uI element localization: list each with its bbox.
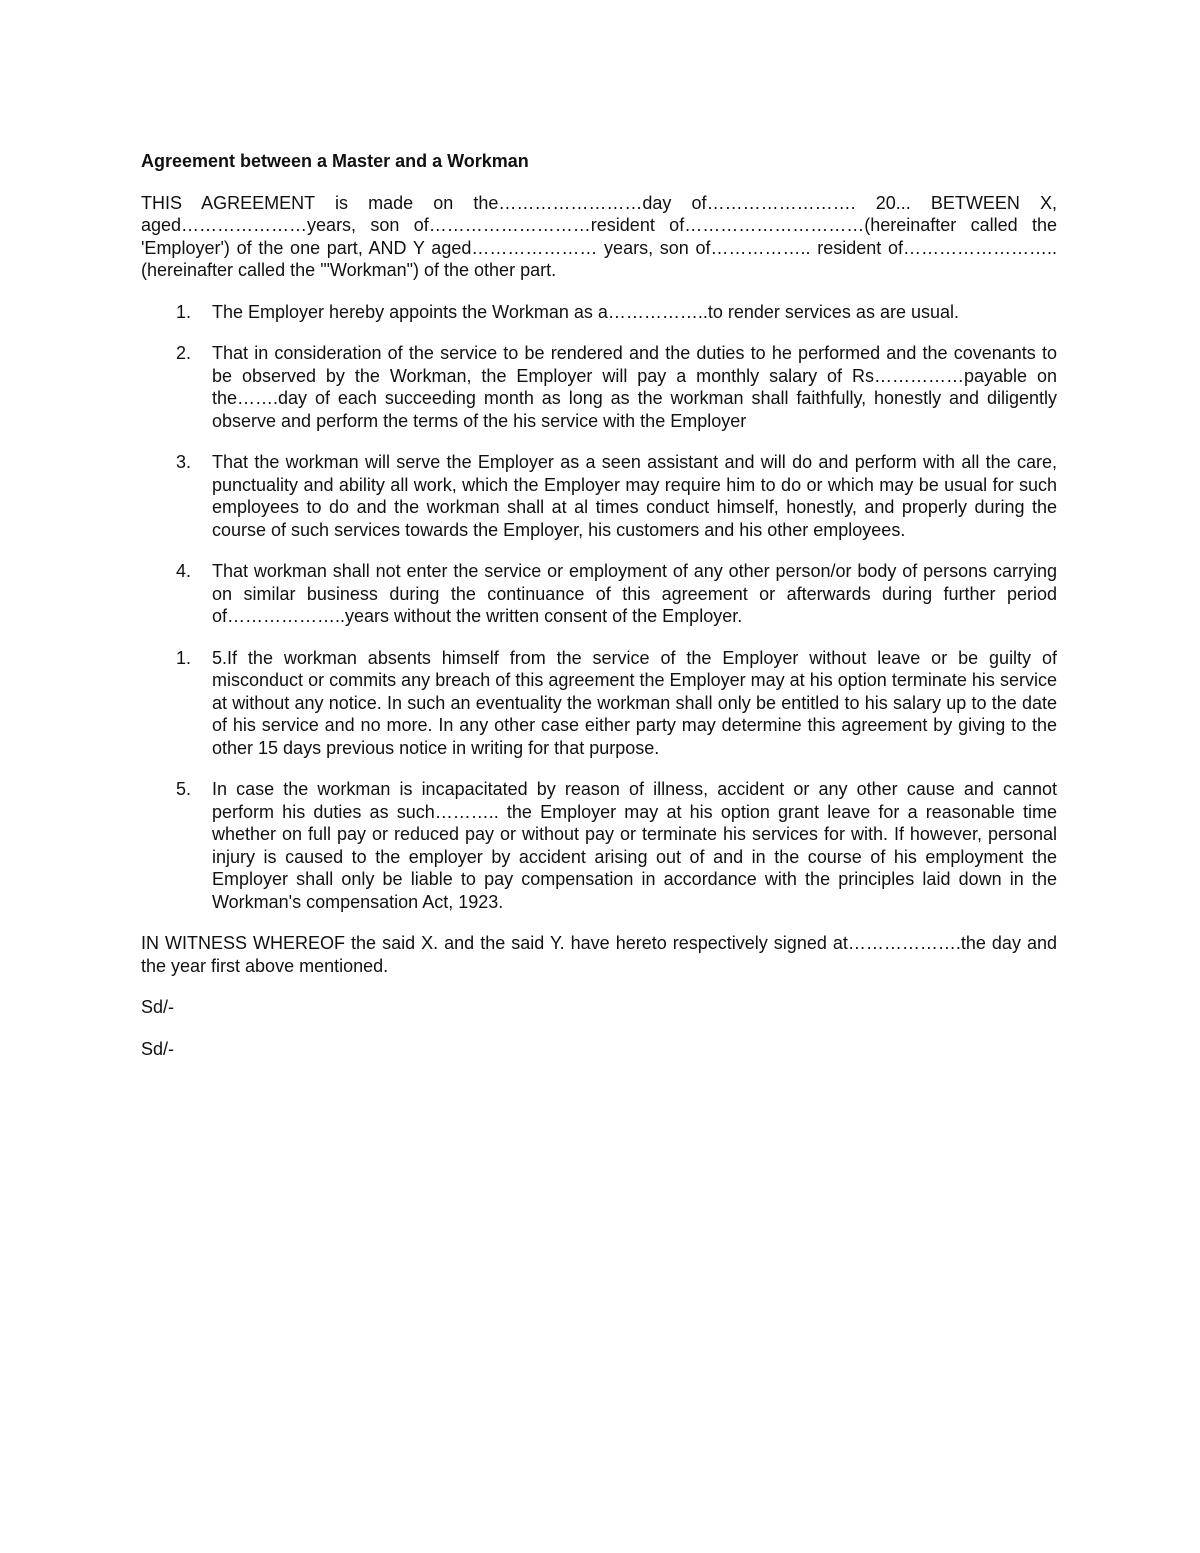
clause-text: In case the workman is incapacitated by reason of illness, accident or any other cause and cannot perform his duties as such……….. the Employer may at his option grant leave for a reasonable time whether on full pay or reduced pay or without pay or terminate his services for with. If however, personal injury is caused to the employer by accident arising out of and in the course of his employment the Employer shall only be liable to pay compensation in accordance with the principles laid down in the Workman's compensation Act, 1923.: [212, 779, 1057, 912]
clause-text: The Employer hereby appoints the Workman as a……………..to render services as are usual.: [212, 301, 959, 322]
clause-item: [141, 342, 1057, 432]
clause-item: [141, 647, 1057, 760]
clause-text: That in consideration of the service to be rendered and the duties to he performed and the covenants to be observed by the Workman, the Employer will pay a monthly salary of Rs……………payable on the…….day of each succeeding month as long as the workman shall faithfully, honestly and diligently observe and perform the terms of the his service with the Employer: [212, 343, 1057, 431]
clause-item: [141, 451, 1057, 541]
clause-text: That the workman will serve the Employer as a seen assistant and will do and perform with all the care, punctuality and ability all work, which the Employer may require him to do or which may be usual for such employees to do and the workman shall at al times conduct himself, honestly, and properly during the course of such services towards the Employer, his customers and his other employees.: [212, 452, 1057, 540]
clause-number: 1.: [176, 647, 192, 668]
clause-number: 5.: [176, 779, 192, 799]
clause-number: 4.: [176, 561, 192, 581]
witness-statement: IN WITNESS WHEREOF the said X. and the said Y. have hereto respectively signed at……………….the day and the year first above mentioned.: [141, 933, 1057, 976]
document-title: Agreement between a Master and a Workman: [141, 151, 529, 171]
clause-number: 2.: [176, 343, 192, 363]
clause-text: That workman shall not enter the service or employment of any other person/or body of persons carrying on similar business during the continuance of this agreement or afterwards during further period of………………..years without the written consent of the Employer.: [212, 561, 1057, 626]
clause-list: [141, 301, 1057, 914]
clause-item: [141, 778, 1057, 913]
document-page: [141, 150, 1057, 1079]
signature-line-2: Sd/-: [141, 1038, 175, 1059]
agreement-intro: THIS AGREEMENT is made on the……………………day of……………………. 20... BETWEEN X, aged…………………years, son of………………………resident of…………………………(hereinafter called the 'Employer') of the one part, AND Y aged………………… years, son of…………….. resident of……………………..(hereinafter called the '"Workman") of the other part.: [141, 192, 1057, 280]
clause-item: [141, 301, 1057, 324]
clause-number: 1.: [176, 301, 192, 322]
clause-text: 5.If the workman absents himself from the service of the Employer without leave or be guilty of misconduct or commits any breach of this agreement the Employer may at his option terminate his service at without any notice. In such an eventuality the workman shall only be entitled to his salary up to the date of his service and no more. In any other case either party may determine this agreement by giving to the other 15 days previous notice in writing for that purpose.: [212, 647, 1057, 758]
signature-line-1: Sd/-: [141, 997, 175, 1017]
clause-number: 3.: [176, 452, 192, 472]
clause-item: [141, 560, 1057, 628]
